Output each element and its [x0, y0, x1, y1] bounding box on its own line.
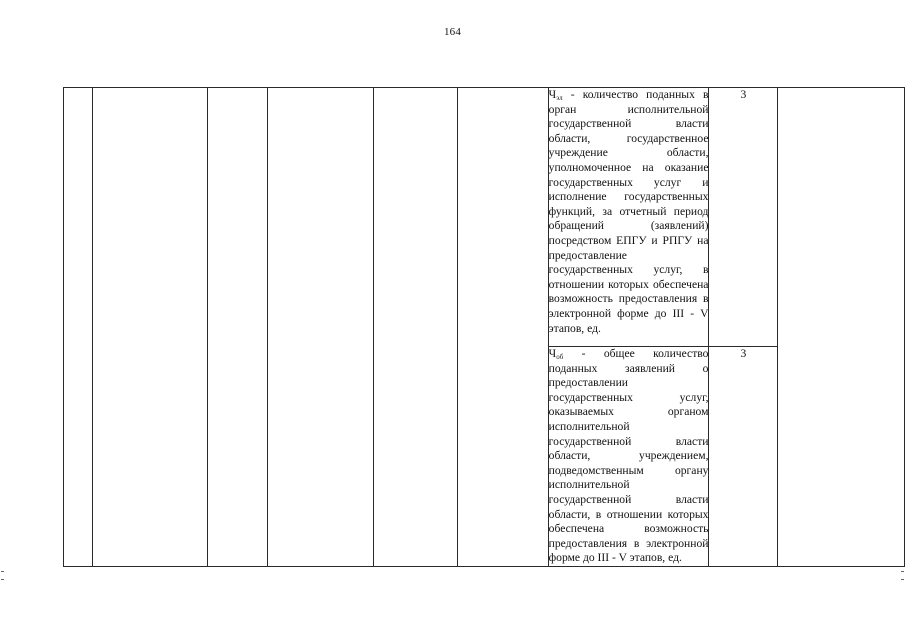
empty-cell — [92, 88, 207, 567]
indicator-description-cell — [548, 347, 709, 567]
empty-cell — [778, 88, 905, 567]
indicator-value: 3 — [709, 88, 778, 347]
indicator-description: - общее количество поданных заявлений о предоставлении государственных услуг, оказываемых органом исполнительной государственной власти области, учреждением, подведомственным органу исполнительной государственной власти области, в отношении которых обеспечена возможность предоставления в электронной форме до III - V этапов, ед. — [548, 347, 709, 565]
indicator-symbol: $Ч_{эл}$ — [548, 88, 563, 102]
indicator-table — [63, 87, 905, 567]
scan-mark — [1, 571, 4, 572]
page-number: 164 — [443, 26, 462, 38]
scan-mark — [901, 579, 904, 580]
indicator-symbol: $Ч_{об}$ — [548, 347, 564, 361]
empty-cell — [457, 88, 548, 567]
scan-mark — [901, 571, 904, 572]
empty-cell — [268, 88, 374, 567]
empty-cell — [207, 88, 268, 567]
table-row — [64, 88, 905, 347]
empty-cell — [374, 88, 458, 567]
empty-cell — [64, 88, 93, 567]
indicator-value: 3 — [709, 347, 778, 567]
scan-mark — [1, 579, 4, 580]
indicator-description: - количество поданных в орган исполнительной государственной власти области, государственное учреждение области, уполномоченное на оказание государственных услуг и исполнение государственных функций, за отчетный период обращений (заявлений) посредством ЕПГУ и РПГУ на предоставление государственных услуг, в отношении которых обеспечена возможность предоставления в электронной форме до III - V этапов, ед. — [548, 88, 709, 335]
indicator-description-cell — [548, 88, 709, 347]
